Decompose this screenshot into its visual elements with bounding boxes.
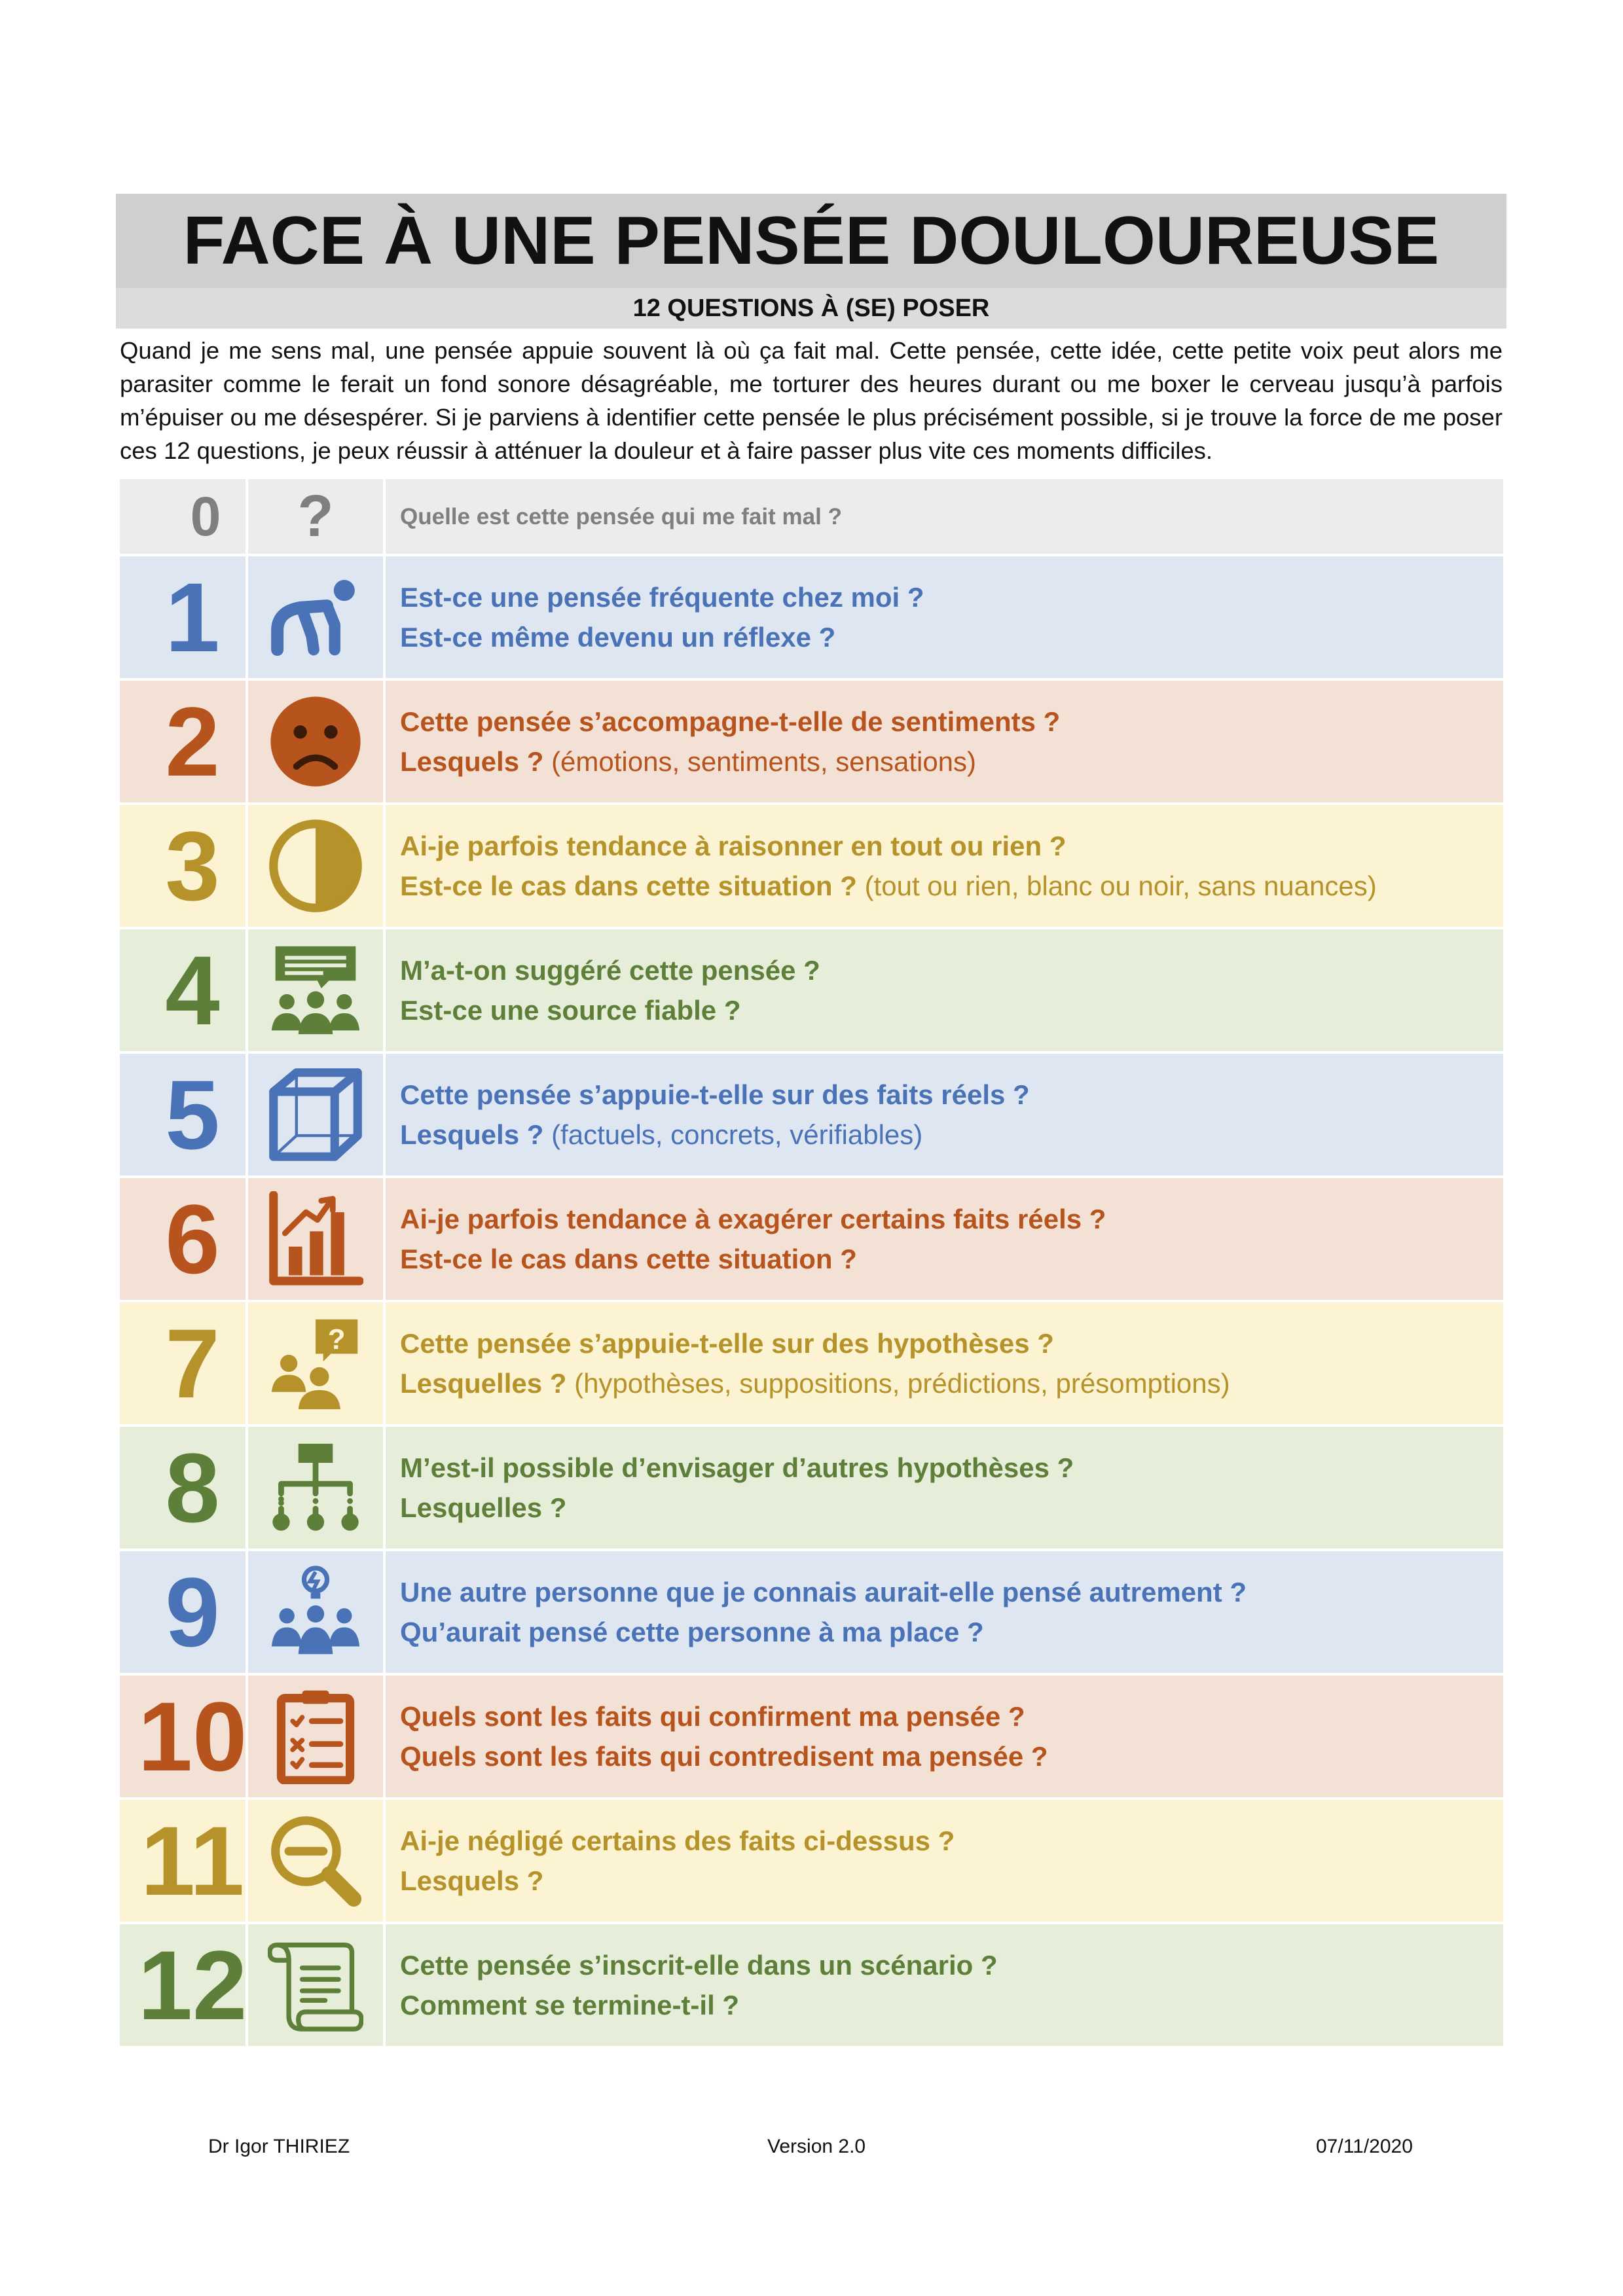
audience-presentation-icon [248,929,386,1051]
footer-version: Version 2.0 [767,2136,866,2157]
question-note: (tout ou rien, blanc ou noir, sans nuances) [856,870,1377,901]
question-line-1: Ai-je parfois tendance à raisonner en tout ou rien ? [400,831,1067,861]
question-line-1: Cette pensée s’inscrit-elle dans un scénario ? [400,1950,998,1981]
question-text [386,1800,1503,1922]
intro-paragraph: Quand je me sens mal, une pensée appuie souvent là où ça fait mal. Cette pensée, cette idée, cette petite voix peut alors me parasiter comme le ferait un fond sonore désagréable, me torturer des heures durant ou me boxer le cerveau jusqu’à parfois m’épuiser ou me désespérer. Si je parviens à identifier cette pensée le plus précisément possible, si je trouve la force de me poser ces 12 questions, je peux réussir à atténuer la douleur et à faire passer plus vite ces moments difficiles. [120,337,1503,464]
question-line-1: Une autre personne que je connais aurait-elle pensé autrement ? [400,1577,1247,1607]
question-text [386,681,1503,802]
question-line-2: Est-ce le cas dans cette situation ? [400,870,857,901]
question-text [386,479,1503,554]
title-band [116,194,1506,288]
svg-text:?: ? [327,1323,346,1356]
question-line-1: Cette pensée s’appuie-t-elle sur des faits réels ? [400,1079,1030,1110]
question-line-1: M’a-t-on suggéré cette pensée ? [400,955,820,986]
checklist-icon [248,1676,386,1797]
question-text [386,805,1503,927]
scroll-icon [248,1924,386,2046]
question-mark-icon: ? [248,479,386,554]
subtitle-band [116,288,1506,329]
question-row [120,681,1503,805]
team-idea-icon [248,1551,386,1673]
question-text [386,1551,1503,1673]
question-line-1: Cette pensée s’appuie-t-elle sur des hypothèses ? [400,1328,1054,1359]
question-row [120,805,1503,929]
questions-table [120,479,1503,2049]
half-circle-icon [248,805,386,927]
question-line-2: Qu’aurait pensé cette personne à ma place ? [400,1617,984,1647]
question-line-2: Est-ce même devenu un réflexe ? [400,622,836,653]
question-line-2: Lesquels ? [400,1119,544,1150]
question-number: 7 [120,1302,248,1424]
question-number: 8 [120,1427,248,1549]
question-note: (hypothèses, suppositions, prédictions, présomptions) [566,1368,1230,1399]
question-number: 5 [120,1054,248,1175]
question-row [120,1302,1503,1427]
question-text [386,1054,1503,1175]
question-line-1: Ai-je négligé certains des faits ci-dessus ? [400,1825,955,1856]
page-title: FACE À UNE PENSÉE DOULOUREUSE [183,203,1440,279]
question-row [120,1054,1503,1178]
question-number: 10 [120,1676,248,1797]
question-row [120,1676,1503,1800]
hierarchy-icon [248,1427,386,1549]
footer-author: Dr Igor THIRIEZ [208,2136,350,2157]
question-row [120,1800,1503,1924]
question-number: 12 [120,1924,248,2046]
question-line-1: Ai-je parfois tendance à exagérer certains faits réels ? [400,1204,1106,1234]
question-number: 3 [120,805,248,927]
question-text [386,556,1503,678]
bar-chart-icon [248,1178,386,1300]
question-note: (factuels, concrets, vérifiables) [543,1119,923,1150]
question-line-1: Quelle est cette pensée qui me fait mal ? [400,503,842,529]
question-number: 4 [120,929,248,1051]
question-line-2: Comment se termine-t-il ? [400,1990,740,2020]
question-text [386,929,1503,1051]
question-line-2: Est-ce une source fiable ? [400,995,741,1026]
question-row [120,1178,1503,1302]
question-line-2: Lesquels ? [400,1865,544,1896]
question-row [120,929,1503,1054]
question-row [120,1924,1503,2049]
question-number: 0 [120,479,248,554]
zoom-out-icon [248,1800,386,1922]
question-number: 11 [120,1800,248,1922]
question-line-1: M’est-il possible d’envisager d’autres hypothèses ? [400,1452,1074,1483]
question-text [386,1427,1503,1549]
question-text [386,1924,1503,2046]
person-crawling-icon [248,556,386,678]
question-line-2: Est-ce le cas dans cette situation ? [400,1244,857,1274]
question-row [120,1427,1503,1551]
question-line-2: Quels sont les faits qui contredisent ma pensée ? [400,1741,1048,1772]
question-number: 1 [120,556,248,678]
question-line-2: Lesquelles ? [400,1368,567,1399]
footer-date: 07/11/2020 [1316,2136,1413,2157]
question-line-1: Quels sont les faits qui confirment ma pensée ? [400,1701,1025,1732]
question-text [386,1302,1503,1424]
question-text [386,1178,1503,1300]
question-number: 6 [120,1178,248,1300]
question-row [120,556,1503,681]
people-question-icon [248,1302,386,1424]
page-subtitle: 12 QUESTIONS À (SE) POSER [632,295,990,322]
question-line-2: Lesquelles ? [400,1492,567,1523]
cube-icon [248,1054,386,1175]
question-text [386,1676,1503,1797]
sad-face-icon [248,681,386,802]
question-line-1: Cette pensée s’accompagne-t-elle de sentiments ? [400,706,1061,737]
question-note: (émotions, sentiments, sensations) [543,746,977,777]
question-number: 9 [120,1551,248,1673]
question-number: 2 [120,681,248,802]
question-row [120,1551,1503,1676]
question-line-2: Lesquels ? [400,746,544,777]
question-line-1: Est-ce une pensée fréquente chez moi ? [400,582,924,613]
question-row [120,479,1503,556]
